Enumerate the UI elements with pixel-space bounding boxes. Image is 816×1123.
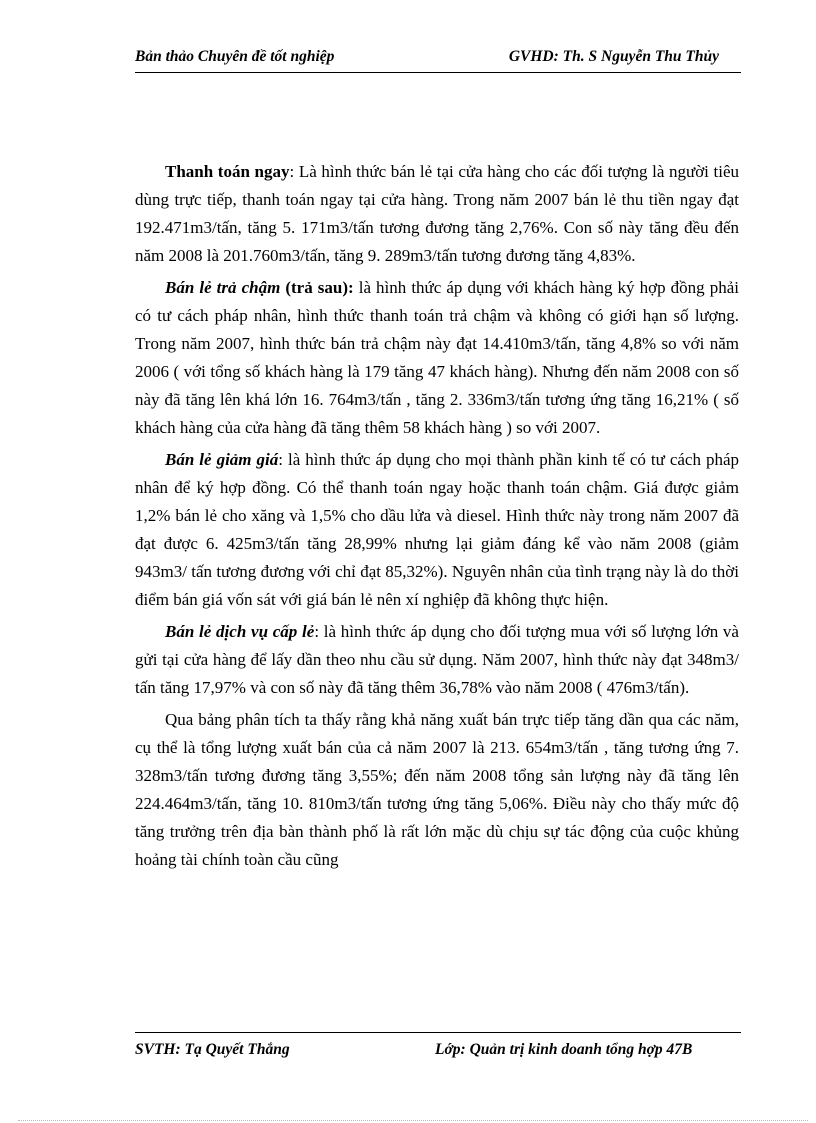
paragraph-lead-suffix: (trả sau):: [280, 278, 354, 297]
paragraph-thanh-toan-ngay: [135, 158, 739, 270]
paragraph-text: Qua bảng phân tích ta thấy rằng khả năng xuất bán trực tiếp tăng dần qua các năm, cụ thể là tổng lượng xuất bán của cả năm 2007 là 213. 654m3/tấn , tăng tương ứng 7. 328m3/tấn tương đương tăng 3,55%; đến năm 2008 tổng sản lượng này đã tăng lên 224.464m3/tấn, tăng 10. 810m3/tấn tương ứng tăng 5,06%. Điều này cho thấy mức độ tăng trưởng trên địa bàn thành phố là rất lớn mặc dù chịu sự tác động của cuộc khủng hoảng tài chính toàn cầu cũng: [135, 710, 739, 869]
header-supervisor: GVHD: Th. S Nguyễn Thu Thủy: [508, 48, 719, 65]
paragraph-lead: Bán lẻ trả chậm: [165, 278, 281, 297]
paragraph-sep: :: [314, 622, 324, 641]
paragraph-lead: Thanh toán ngay: [165, 162, 290, 181]
paragraph-text: là hình thức áp dụng cho đối tượng mua với số lượng lớn và gửi tại cửa hàng để lấy dần theo nhu cầu sử dụng. Năm 2007, hình thức này đạt 348m3/ tấn tăng 17,97% và con số này đã tăng thêm 36,78% vào năm 2008 ( 476m3/tấn).: [135, 622, 739, 697]
paragraph-lead: Bán lẻ giảm giá: [165, 450, 279, 469]
paragraph-ban-le-giam-gia: [135, 446, 739, 614]
footer-student: SVTH: Tạ Quyết Thắng: [135, 1041, 290, 1058]
page-footer: [135, 1032, 741, 1065]
page-edge-divider: [18, 1120, 808, 1121]
paragraph-ban-le-tra-cham: [135, 274, 739, 442]
paragraph-ban-le-dich-vu-cap-le: [135, 618, 739, 702]
paragraph-summary: [135, 706, 739, 874]
paragraph-text: là hình thức áp dụng với khách hàng ký hợp đồng phải có tư cách pháp nhân, hình thức thanh toán trả chậm và không có giới hạn số lượng. Trong năm 2007, hình thức bán trả chậm này đạt 14.410m3/tấn, tăng 4,8% so với năm 2006 ( với tổng số khách hàng là 179 tăng 47 khách hàng). Nhưng đến năm 2008 con số này đã tăng lên khá lớn 16. 764m3/tấn , tăng 2. 336m3/tấn tương ứng tăng 16,21% ( số khách hàng của cửa hàng đã tăng thêm 58 khách hàng ) so với 2007.: [135, 278, 739, 437]
paragraph-text: Là hình thức bán lẻ tại cửa hàng cho các đối tượng là người tiêu dùng trực tiếp, thanh toán ngay tại cửa hàng. Trong năm 2007 bán lẻ thu tiền ngay đạt 192.471m3/tấn, tăng 5. 171m3/tấn tương đương tăng 2,76%. Con số này tăng đều đến năm 2008 là 201.760m3/tấn, tăng 9. 289m3/tấn tương đương tăng 4,83%.: [135, 162, 739, 265]
header-title: Bản thảo Chuyên đề tốt nghiệp: [135, 48, 335, 65]
paragraph-text: là hình thức áp dụng cho mọi thành phần kinh tế có tư cách pháp nhân để ký hợp đồng. Có thể thanh toán ngay hoặc thanh toán chậm. Giá được giảm 1,2% bán lẻ cho xăng và 1,5% cho dầu lửa và diesel. Hình thức này trong năm 2007 đã đạt được 6. 425m3/tấn tăng 28,99% nhưng lại giảm đáng kể vào năm 2008 (giảm 943m3/ tấn tương đương với chỉ đạt 85,32%). Nguyên nhân của tình trạng này là do thời điểm bán giá vốn sát với giá bán lẻ nên xí nghiệp đã không thực hiện.: [135, 450, 740, 609]
document-body: [135, 158, 739, 874]
paragraph-sep: :: [289, 162, 299, 181]
footer-class: Lớp: Quản trị kinh doanh tổng hợp 47B: [435, 1041, 693, 1058]
paragraph-sep: :: [278, 450, 288, 469]
page-header: [135, 48, 741, 73]
paragraph-lead: Bán lẻ dịch vụ cấp lẻ: [165, 622, 315, 641]
